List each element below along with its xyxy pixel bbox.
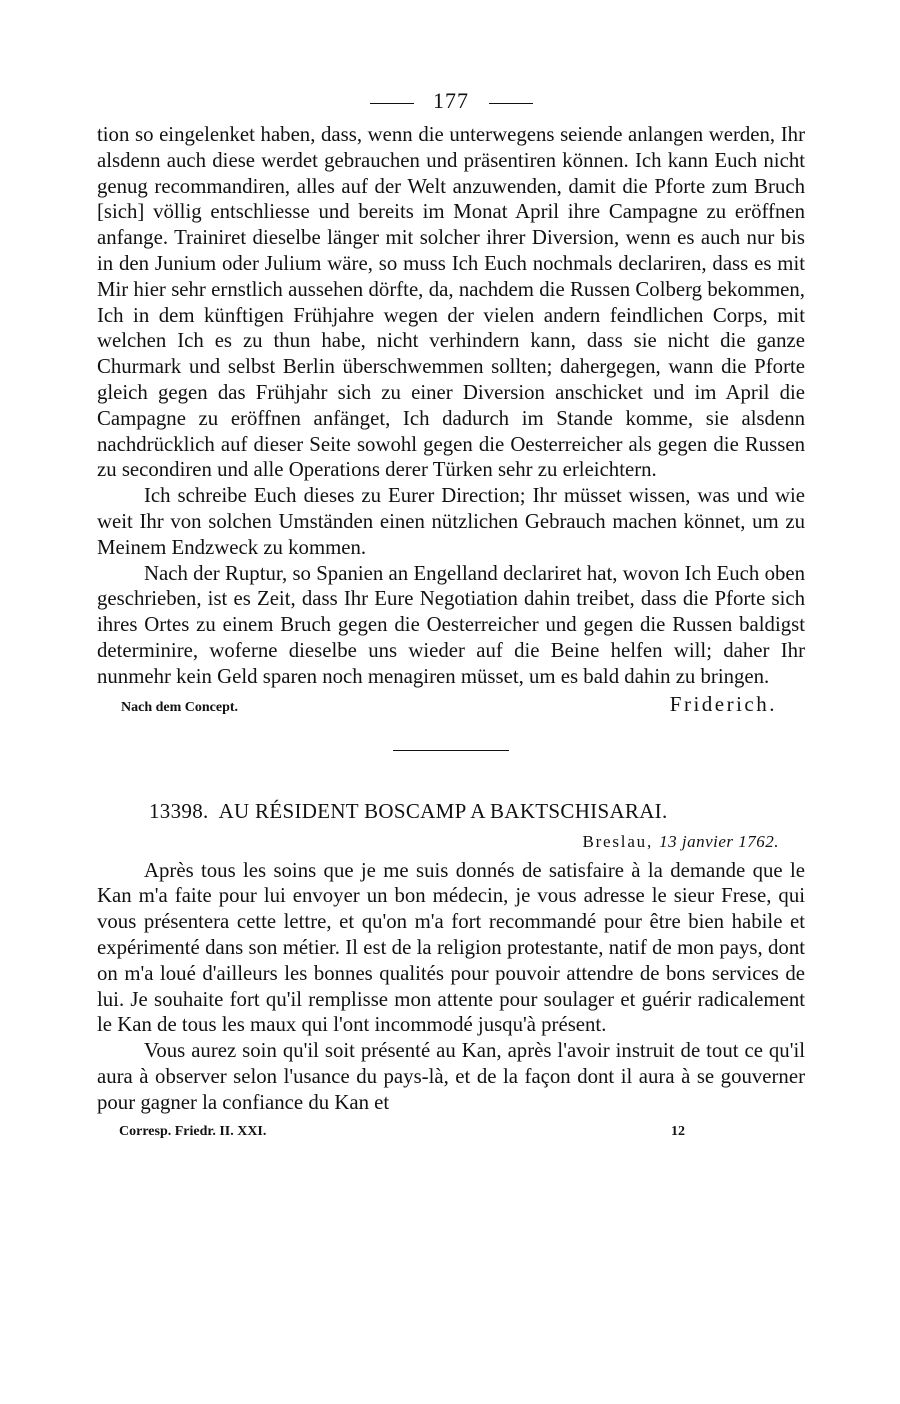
- section-divider: [393, 750, 509, 751]
- footer-sheet-number: 12: [671, 1123, 685, 1139]
- source-note: Nach dem Concept.: [121, 699, 239, 715]
- page-header: [97, 88, 805, 122]
- letter-1-body: [97, 122, 805, 690]
- letter-1-paragraph-3: Nach der Ruptur, so Spanien an Engelland declariret hat, wovon Ich Euch oben geschrieben, ist es Zeit, dass Ihr Eure Negotiation dahin treibet, dass die Pforte sich ihres Ortes zu einem Bruch gegen die Oesterreicher und gegen die Russen baldigst determinire, woferne dieselbe uns wieder auf die Beine helfen will; daher Ihr nunmehr kein Geld sparen noch menagiren müsset, um es bald dahin zu bringen.: [97, 561, 805, 688]
- page-footer: [97, 1122, 805, 1144]
- letter-place: Breslau,: [582, 831, 654, 851]
- letter-2-paragraph-2: Vous aurez soin qu'il soit présenté au Kan, après l'avoir instruit de tout ce qu'il aura à observer selon l'usance du pays-là, et de la façon dont il aura à se gouverner pour gagner la confiance du Kan et: [97, 1039, 805, 1114]
- letter-title: AU RÉSIDENT BOSCAMP A BAKTSCHISARAI.: [218, 798, 668, 823]
- letter-2-paragraph-1: Après tous les soins que je me suis donnés de satisfaire à la demande que le Kan m'a faite pour lui envoyer un bon médecin, je vous adresse le sieur Frese, qui vous présentera cette lettre, et qu'on m'a fort recommandé pour être bien habile et expérimenté dans son métier. Il est de la religion protestante, natif de mon pays, dont on m'a loué d'ailleurs les bonnes qualités pour pouvoir attendre de bons services de lui. Je souhaite fort qu'il remplisse mon attente pour soulager et guérir radicalement le Kan de tous les maux qui l'ont incommodé jusqu'à présent.: [97, 858, 805, 1037]
- page-number: 177: [433, 88, 469, 113]
- letter-2-heading: [97, 799, 805, 824]
- footer-signature-mark: Corresp. Friedr. II. XXI.: [119, 1123, 267, 1139]
- document-page: [97, 88, 805, 1144]
- letter-2-body: [97, 858, 805, 1116]
- letter-1-paragraph-2: Ich schreibe Euch dieses zu Eurer Direction; Ihr müsset wissen, was und wie weit Ihr von solchen Umständen einen nützlichen Gebrauch machen könnet, um zu Meinem Endzweck zu kommen.: [97, 484, 805, 559]
- letter-1-paragraph-1: tion so eingelenket haben, dass, wenn die unterwegens seiende anlangen werden, Ihr alsdenn auch diese werdet gebrauchen und präsentiren können. Ich kann Euch nicht genug recommandiren, alles auf der Welt anzuwenden, damit die Pforte zum Bruch [sich] völlig entschliesse und bereits im Monat April ihre Campagne zu eröffnen anfange. Trainiret dieselbe länger mit solcher ihrer Diversion, wenn es auch nur bis in den Junium oder Julium wäre, so muss Ich Euch nochmals declariren, dass es mit Mir hier sehr ernstlich aussehen dörfte, da, nachdem die Russen Colberg bekommen, Ich in dem künftigen Frühjahre wegen der vielen andern feindlichen Corps, mit welchen Ich es zu thun habe, nicht verhindern kann, dass sie nicht die ganze Churmark und selbst Berlin überschwemmen sollten; dahergegen, wann die Pforte gleich gegen das Frühjahr sich zu einer Diversion anschicket und im April die Campagne zu eröffnen anfänget, Ich dadurch im Stande komme, sie alsdenn nachdrücklich auf dieser Seite sowohl gegen die Oesterreicher als gegen die Russen zu secondiren und alle Operations derer Türken sehr zu erleichtern.: [97, 123, 805, 482]
- signature: Friderich.: [669, 691, 777, 716]
- letter-1-closing: [97, 690, 805, 720]
- header-dash-right: [489, 103, 533, 104]
- letter-2-dateline: [97, 832, 805, 852]
- letter-date: 13 janvier 1762.: [659, 831, 779, 851]
- letter-number: 13398.: [149, 798, 209, 823]
